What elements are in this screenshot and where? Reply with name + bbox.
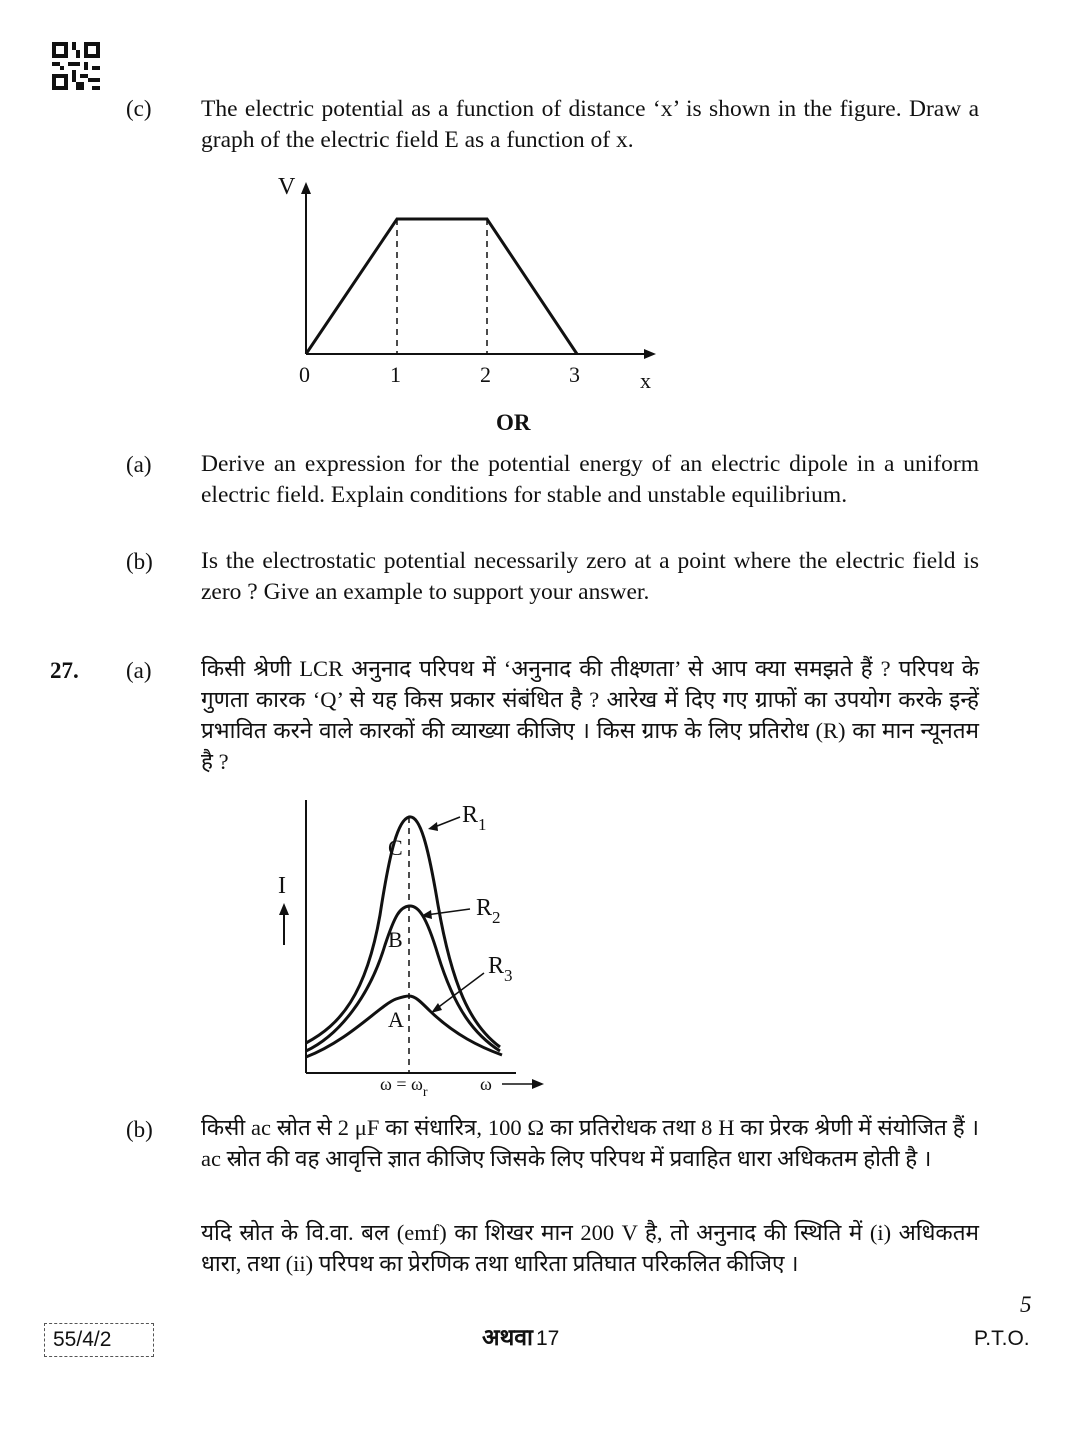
potential-curve: [306, 219, 577, 354]
paper-code: 55/4/2: [53, 1328, 112, 1351]
pointer-r3: [436, 973, 484, 1009]
x-axis-label: x: [640, 368, 651, 393]
question-label-c: (c): [126, 96, 152, 121]
question-text-c: The electric potential as a function of distance ‘x’ is shown in the figure. Draw a graph of the electric field E as a function of x.: [201, 96, 979, 153]
curve-label-b: B: [388, 927, 403, 952]
pointer-r1-arrow-icon: [428, 822, 438, 831]
tick-label-2: 2: [480, 362, 491, 387]
curve-label-c: C: [388, 835, 403, 860]
x-label-omega: ω: [480, 1074, 492, 1094]
pointer-r2: [426, 909, 470, 915]
marks: 5: [1020, 1292, 1032, 1317]
paper-code-box: [44, 1323, 154, 1357]
y-axis-label: I: [278, 873, 286, 899]
y-axis-label: V: [278, 174, 296, 200]
tick-label-1: 1: [390, 362, 401, 387]
pto-label: P.T.O.: [974, 1327, 1030, 1350]
y-axis-arrow-icon: [301, 182, 311, 194]
up-arrow-icon: [279, 903, 289, 915]
or-separator-hindi: अथवा: [482, 1325, 534, 1350]
question-number-27: 27.: [50, 658, 79, 683]
question-text-b: Is the electrostatic potential necessarily zero at a point where the electric field is zero ? Give an example to support your answer.: [201, 548, 979, 605]
pointer-r3-arrow-icon: [431, 1003, 442, 1013]
question-27-label-b: (b): [126, 1117, 153, 1142]
curve-label-a: A: [388, 1007, 404, 1032]
question-27-text-a: किसी श्रेणी LCR अनुनाद परिपथ में ‘अनुनाद की तीक्ष्णता’ से आप क्या समझते हैं ? परिपथ के गुणता कारक ‘Q’ से यह किस प्रकार संबंधित है ? आरेख में दिए गए ग्राफों का उपयोग करके इन्हें प्रभावित करने वाले कारकों की व्याख्या कीजिए । किस ग्राफ के लिए प्रतिरोध (R) का मान न्यूनतम है ?: [201, 656, 979, 774]
x-label-resonance: $\omega = \omega_r$: [380, 1074, 428, 1100]
right-arrow-icon: [532, 1079, 544, 1089]
tick-label-3: 3: [569, 362, 580, 387]
potential-vs-distance-graph: [270, 168, 670, 398]
question-label-a: (a): [126, 452, 152, 477]
r3-label: $R_3$: [488, 953, 513, 985]
question-label-b: (b): [126, 549, 153, 574]
tick-label-0: 0: [299, 362, 310, 387]
page-number: 17: [536, 1327, 560, 1350]
question-27-text-b2: यदि स्रोत के वि.वा. बल (emf) का शिखर मान 200 V है, तो अनुनाद की स्थिति में (i) अधिकतम धारा, तथा (ii) परिपथ का प्रेरणिक तथा धारिता प्रतिघात परिकलित कीजिए ।: [201, 1220, 979, 1276]
r2-label: $R_2$: [476, 895, 501, 927]
or-separator: OR: [496, 410, 531, 435]
r1-label: $R_1$: [462, 802, 487, 834]
question-27-text-b1: किसी ac स्रोत से 2 μF का संधारित्र, 100 Ω का प्रतिरोधक तथा 8 H का प्रेरक श्रेणी में संयोजित हैं । ac स्रोत की वह आवृत्ति ज्ञात कीजिए जिसके लिए परिपथ में प्रवाहित धारा अधिकतम होती है ।: [201, 1115, 979, 1171]
resonance-curves-graph: [270, 795, 560, 1105]
x-axis-arrow-icon: [644, 349, 656, 359]
qr-code-icon: [52, 42, 100, 90]
question-text-a: Derive an expression for the potential energy of an electric dipole in a uniform electric field. Explain conditions for stable and unstable equilibrium.: [201, 451, 979, 508]
question-27-label-a: (a): [126, 658, 152, 683]
